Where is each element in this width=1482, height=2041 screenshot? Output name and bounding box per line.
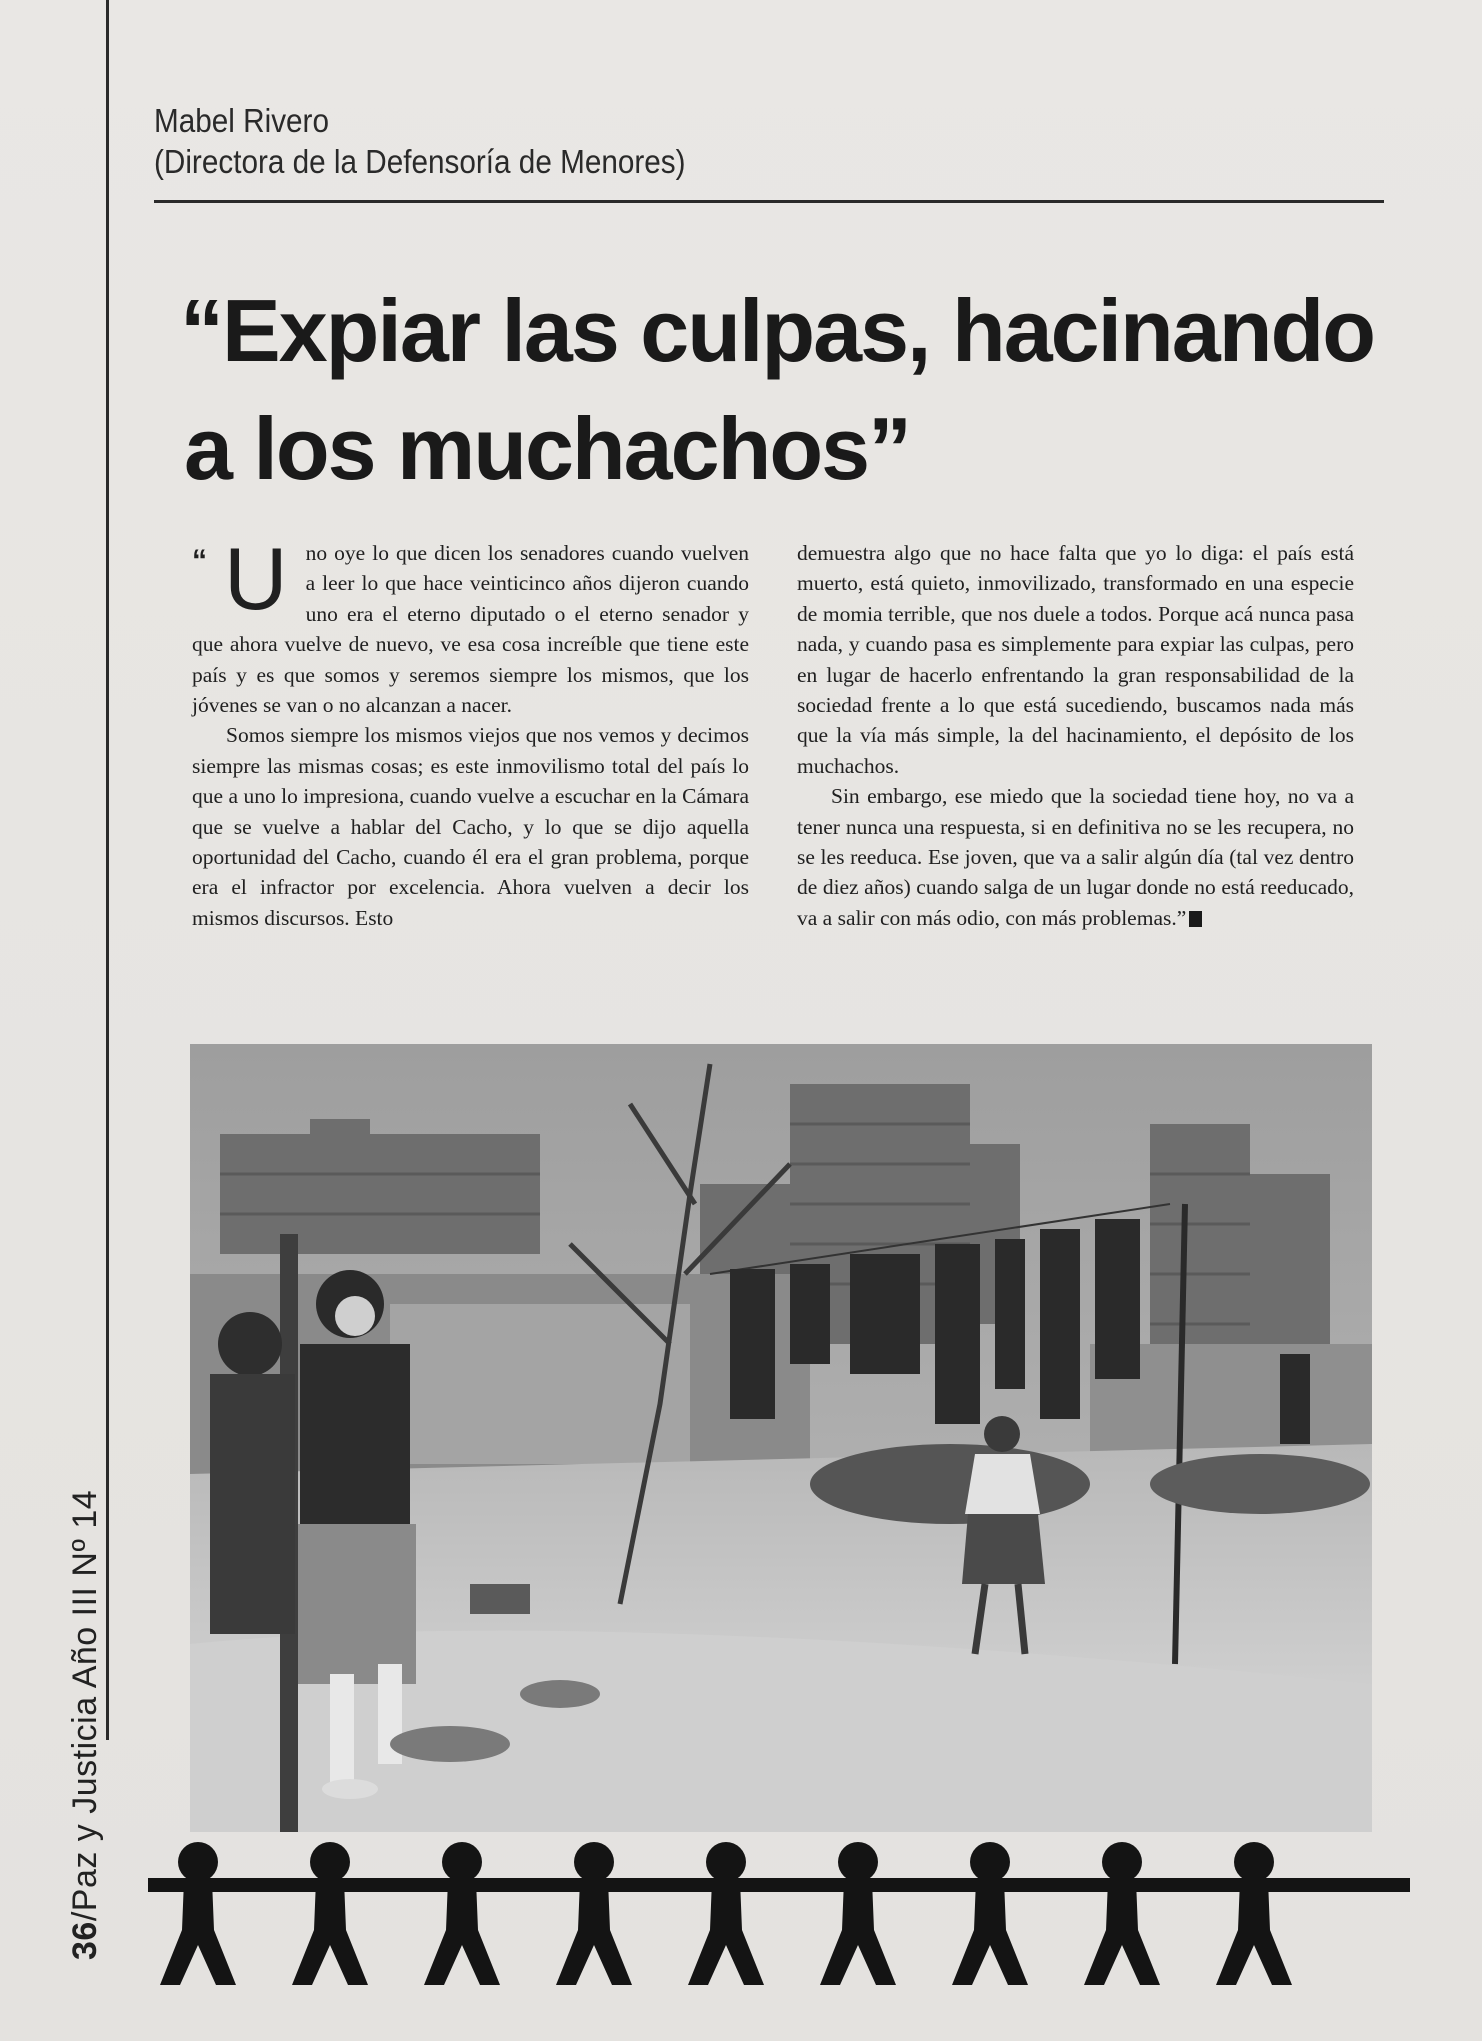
paper-doll-figure bbox=[952, 1842, 1028, 1985]
author-role: (Directora de la Defensoría de Menores) bbox=[154, 143, 686, 180]
paragraph: Somos siempre los mismos viejos que nos vemos y decimos siempre las mismas cosas; es este inmovilismo total del país lo que a uno lo impresiona, cuando vuelve a escuchar en la Cámara que se vuelve a hablar del Cacho, y lo que se dijo aquella oportunidad del Cacho, cuando él era el gran problema, porque era el infractor por excelencia. Ahora vuelven a decir los mismos discursos. Esto bbox=[192, 723, 749, 930]
opening-quote: “ bbox=[192, 544, 207, 577]
paper-doll-figure bbox=[556, 1842, 632, 1985]
paragraph-text: demuestra algo que no hace falta que yo lo diga: el país está muerto, está quieto, inmovilizado, transformado en una especie de momia terrible, que nos duele a todos. Porque acá nunca pasa nada, y cuando pasa es simplemente para expiar las culpas, pero en lugar de hacerlo enfrentando la gran responsabilidad de la sociedad frente a lo que está sucediendo, buscamos nada más que la vía más simple, la del hacinamiento, el depósito de los muchachos. bbox=[797, 541, 1354, 778]
paper-doll-figure bbox=[424, 1842, 500, 1985]
photo-illustration bbox=[190, 1044, 1372, 1832]
article-photo bbox=[190, 1044, 1372, 1832]
paper-doll-figure bbox=[1084, 1842, 1160, 1985]
publication-info: /Paz y Justicia Año III Nº 14 bbox=[66, 1489, 104, 1922]
paper-doll-figure bbox=[1216, 1842, 1292, 1985]
paper-doll-figure bbox=[688, 1842, 764, 1985]
paragraph bbox=[797, 781, 1354, 933]
author-name: Mabel Rivero bbox=[154, 102, 329, 139]
page-number: 36 bbox=[66, 1921, 104, 1960]
page-footer-vertical bbox=[66, 1490, 105, 1960]
body-column-2 bbox=[797, 538, 1354, 933]
drop-cap: U bbox=[224, 529, 288, 628]
margin-rule bbox=[106, 0, 109, 1740]
headline-line-1: “Expiar las culpas, hacinando bbox=[180, 281, 1374, 380]
end-mark-icon bbox=[1189, 911, 1202, 927]
paper-doll-chain-icon bbox=[148, 1840, 1418, 1990]
headline bbox=[180, 272, 1410, 508]
paper-doll-figure bbox=[292, 1842, 368, 1985]
paragraph: no oye lo que dicen los senadores cuando vuelven a leer lo que hace veinticinco años dijeron cuando uno era el eterno diputado o el eterno senador y que ahora vuelve de nuevo, ve esa cosa increíble que tiene este país y es que somos y seremos siempre los mismos, que los jóvenes se van o no alcanzan a nacer. bbox=[192, 541, 749, 718]
paragraph-text: Sin embargo, ese miedo que la sociedad tiene hoy, no va a tener nunca una respuesta, si en definitiva no se les recupera, no se les reeduca. Ese joven, que va a salir algún día (tal vez dentro de diez años) cuando salga de un lugar donde no está reeducado, va a salir con más odio, con más problemas.” bbox=[797, 784, 1354, 930]
paper-doll-figure bbox=[820, 1842, 896, 1985]
byline bbox=[154, 100, 686, 182]
byline-rule bbox=[154, 200, 1384, 203]
paragraph bbox=[797, 538, 1354, 781]
headline-line-2: a los muchachos” bbox=[184, 399, 911, 498]
body-column-1 bbox=[192, 529, 749, 933]
paper-doll-figure bbox=[160, 1842, 236, 1985]
